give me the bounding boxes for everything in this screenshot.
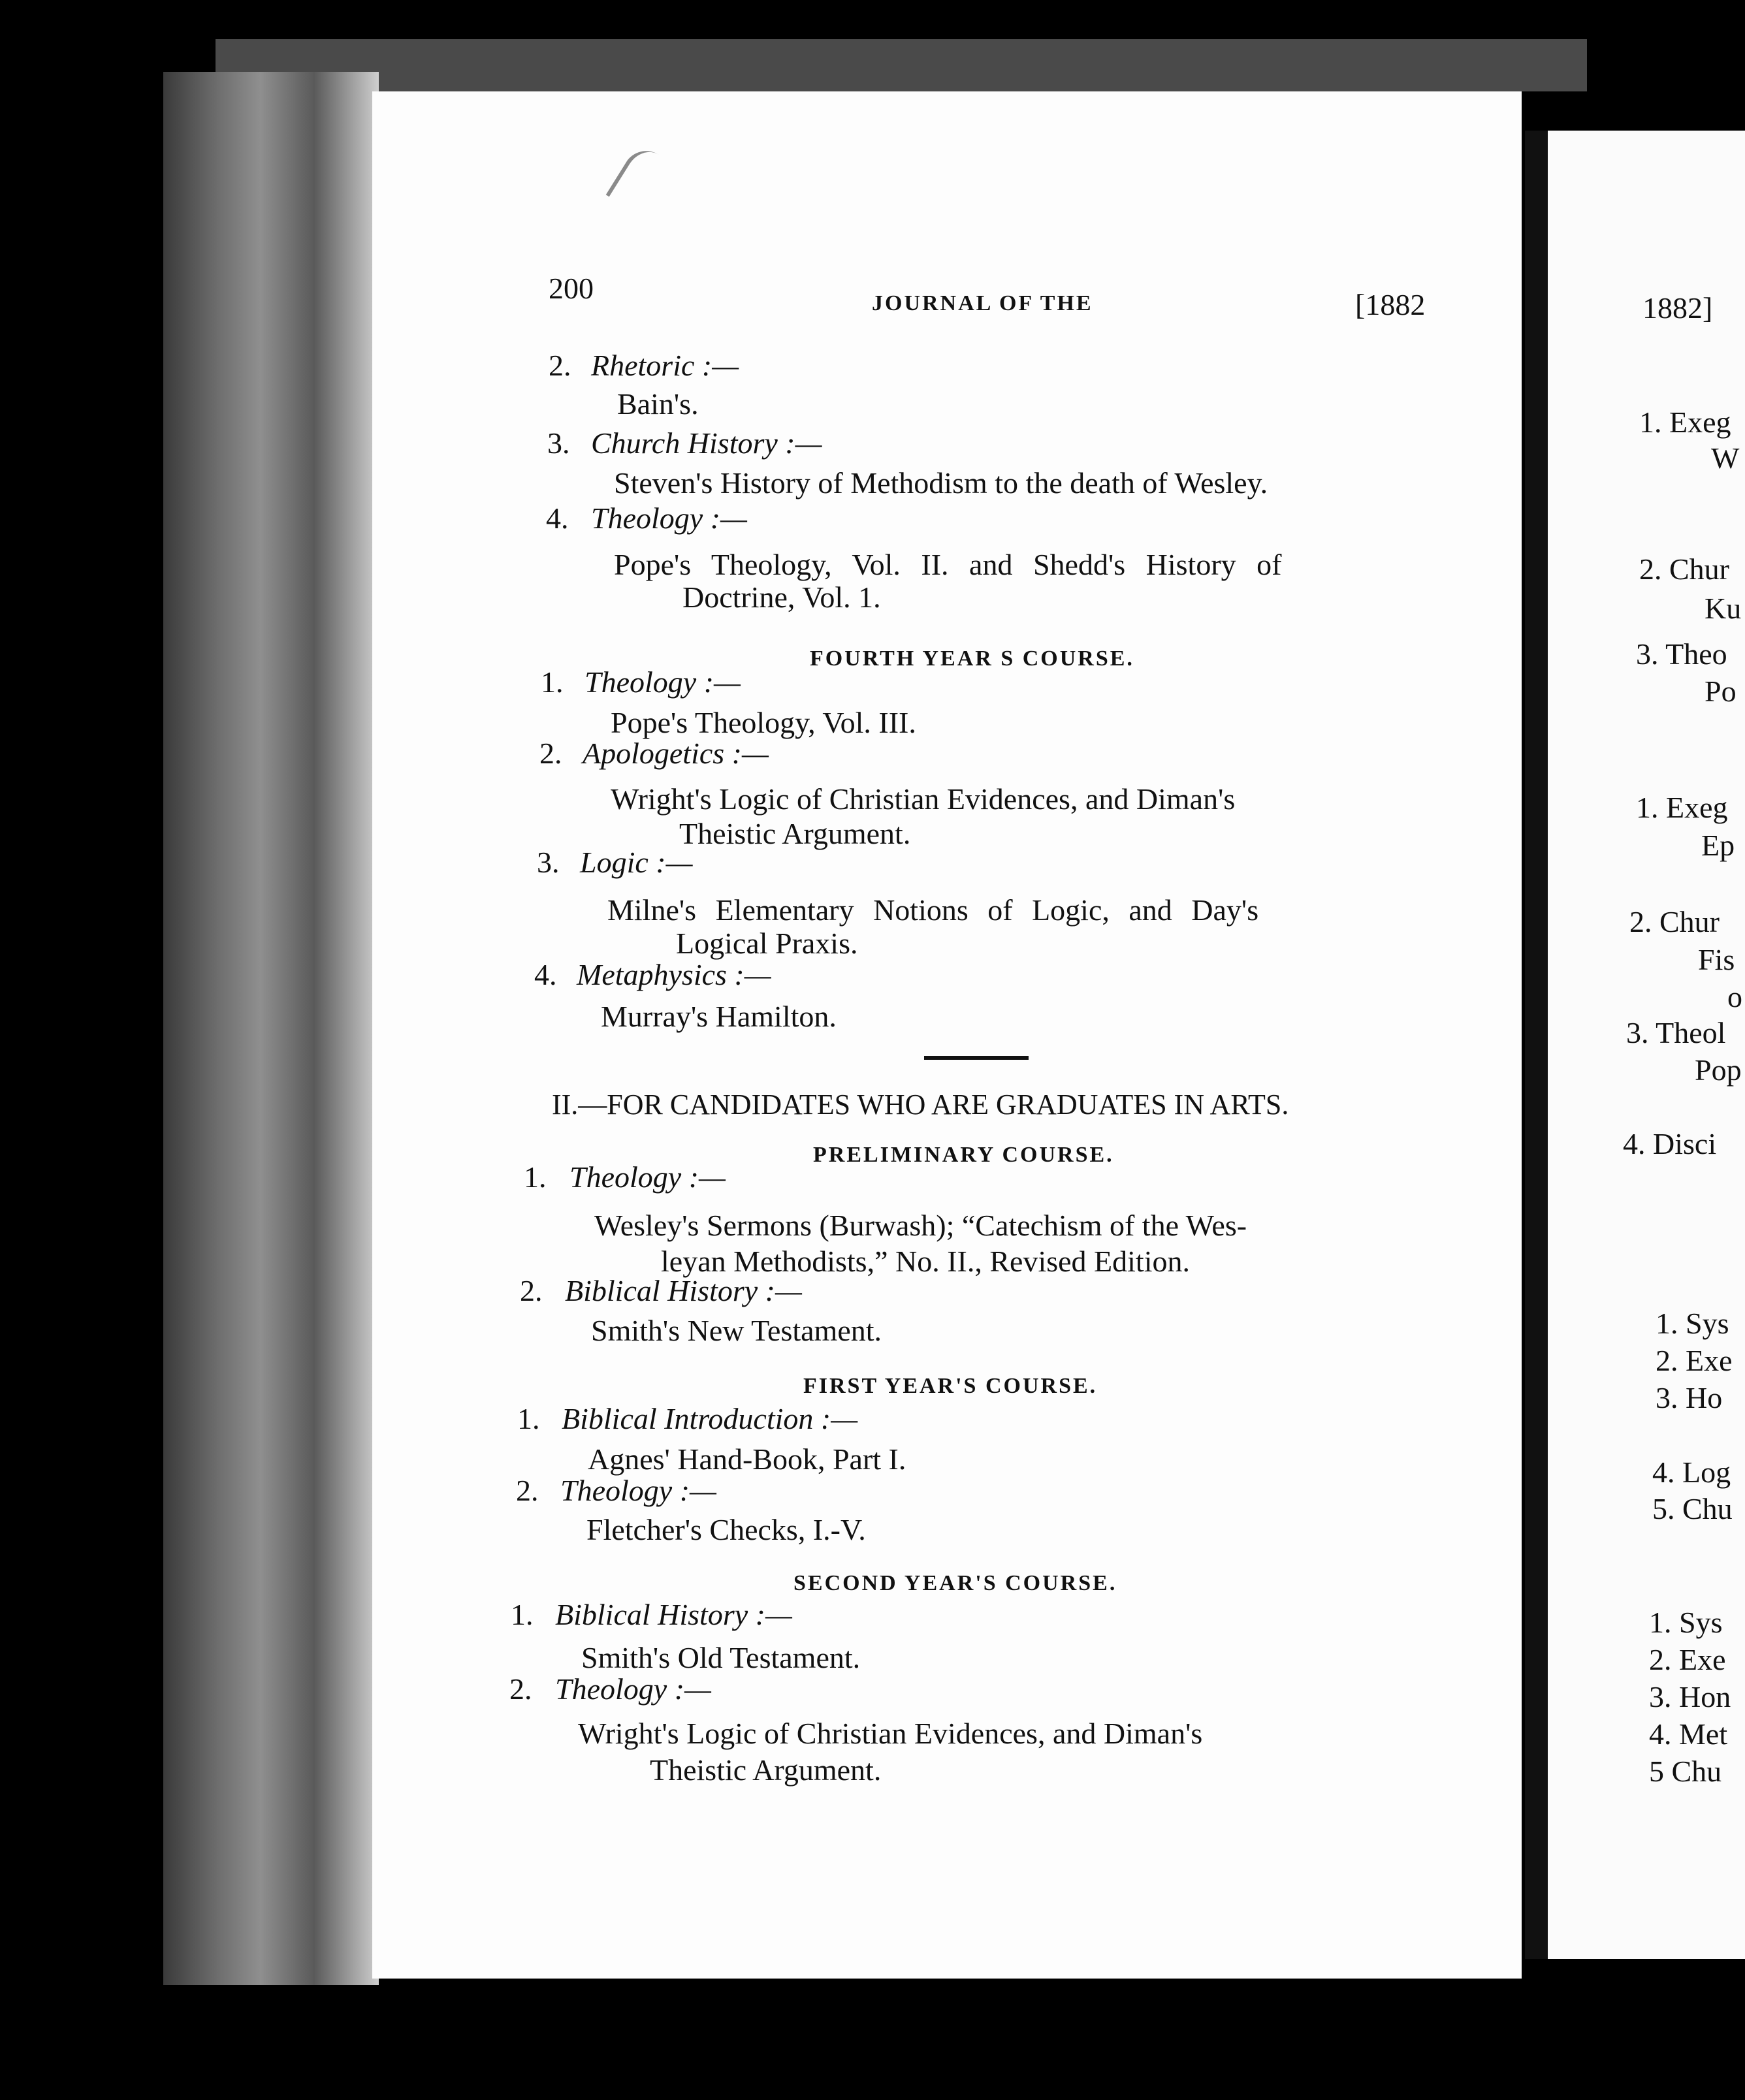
section-divider	[924, 1056, 1029, 1060]
list-item-number: 1.	[541, 665, 564, 699]
subject-apologetics: Apologetics :—	[583, 737, 769, 770]
item-text: Theistic Argument.	[679, 817, 911, 850]
item-text: Wright's Logic of Christian Evidences, and Diman's	[611, 782, 1236, 816]
item-text: Milne's Elementary Notions of Logic, and Day's	[607, 893, 1259, 927]
item-text: Steven's History of Methodism to the death of Wesley.	[614, 466, 1268, 500]
item-text: Pope's Theology, Vol. III.	[611, 706, 916, 739]
year-left: [1882	[1355, 288, 1426, 321]
right-line: 5. Chu	[1652, 1492, 1733, 1525]
right-line: 4. Met	[1649, 1717, 1728, 1751]
section-heading-first-year: FIRST YEAR'S COURSE.	[803, 1374, 1098, 1398]
list-item-number: 1.	[524, 1160, 547, 1194]
right-line: 4. Log	[1652, 1456, 1731, 1489]
subject-biblical-history: Biblical History :—	[565, 1274, 802, 1307]
right-line: Ep	[1701, 829, 1735, 862]
list-item-number: 3.	[537, 846, 560, 879]
page-edges	[163, 72, 379, 1985]
item-text: Fletcher's Checks, I.-V.	[586, 1513, 866, 1546]
subject-theology: Theology :—	[591, 501, 747, 535]
item-text: Agnes' Hand-Book, Part I.	[588, 1442, 906, 1476]
item-text: Theistic Argument.	[650, 1753, 882, 1787]
list-item-number: 2.	[509, 1672, 532, 1706]
section-heading-fourth-year: FOURTH YEAR S COURSE.	[810, 646, 1134, 671]
right-line: 3. Theo	[1636, 637, 1727, 671]
subject-theology: Theology :—	[569, 1160, 726, 1194]
right-line: W	[1711, 441, 1740, 475]
subject-theology: Theology :—	[560, 1474, 716, 1507]
page-number: 200	[549, 272, 594, 305]
list-item-number: 2.	[516, 1474, 539, 1507]
list-item-number: 3.	[547, 426, 570, 460]
right-line: 5 Chu	[1649, 1755, 1722, 1788]
item-text: Wright's Logic of Christian Evidences, and Diman's	[578, 1717, 1203, 1750]
running-head: JOURNAL OF THE	[872, 291, 1093, 315]
item-text: Logical Praxis.	[676, 927, 858, 960]
subject-rhetoric: Rhetoric :—	[591, 349, 739, 382]
subject-theology: Theology :—	[555, 1672, 711, 1706]
item-text: Pope's Theology, Vol. II. and Shedd's History of	[614, 548, 1282, 581]
book-spine	[1525, 131, 1548, 1959]
right-line: 3. Ho	[1656, 1381, 1723, 1414]
right-line: 3. Hon	[1649, 1680, 1731, 1713]
section-heading-second-year: SECOND YEAR'S COURSE.	[793, 1571, 1117, 1595]
item-text: Wesley's Sermons (Burwash); “Catechism of the Wes-	[594, 1209, 1247, 1242]
right-line: 1. Sys	[1649, 1606, 1723, 1639]
item-text: leyan Methodists,” No. II., Revised Edition.	[661, 1245, 1190, 1278]
section-heading-graduates: II.—FOR CANDIDATES WHO ARE GRADUATES IN ARTS.	[552, 1089, 1289, 1121]
right-line: 1. Exeg	[1636, 791, 1728, 824]
right-line: 4. Disci	[1623, 1127, 1717, 1160]
right-line: o	[1727, 980, 1742, 1013]
right-line: 1. Exeg	[1639, 406, 1731, 439]
right-line: Fis	[1698, 943, 1735, 976]
subject-logic: Logic :—	[580, 846, 693, 879]
item-text: Smith's New Testament.	[591, 1314, 882, 1347]
right-line: 2. Exe	[1649, 1643, 1726, 1676]
item-text: Bain's.	[617, 387, 699, 421]
right-line: 2. Exe	[1656, 1344, 1733, 1377]
left-page	[372, 91, 1522, 1979]
item-text: Smith's Old Testament.	[581, 1641, 861, 1674]
right-line: 2. Chur	[1639, 552, 1729, 586]
subject-theology: Theology :—	[584, 665, 741, 699]
list-item-number: 1.	[517, 1402, 540, 1435]
list-item-number: 2.	[539, 737, 562, 770]
item-text: Murray's Hamilton.	[601, 1000, 837, 1033]
right-line: 2. Chur	[1629, 905, 1720, 938]
subject-church-history: Church History :—	[591, 426, 822, 460]
list-item-number: 1.	[511, 1598, 534, 1631]
right-line: Po	[1705, 675, 1737, 708]
right-line: Pop	[1695, 1053, 1742, 1087]
list-item-number: 4.	[546, 501, 569, 535]
list-item-number: 2.	[520, 1274, 543, 1307]
subject-biblical-introduction: Biblical Introduction :—	[562, 1402, 858, 1435]
subject-biblical-history: Biblical History :—	[555, 1598, 792, 1631]
list-item-number: 4.	[534, 958, 557, 991]
year-right: 1882]	[1642, 291, 1713, 325]
list-item-number: 2.	[549, 349, 571, 382]
right-line: Ku	[1705, 592, 1742, 625]
subject-metaphysics: Metaphysics :—	[577, 958, 771, 991]
item-text: Doctrine, Vol. 1.	[682, 581, 881, 614]
right-line: 3. Theol	[1626, 1016, 1726, 1049]
book-top-edge	[216, 39, 1587, 91]
section-heading-preliminary: PRELIMINARY COURSE.	[813, 1143, 1114, 1167]
right-line: 1. Sys	[1656, 1307, 1729, 1340]
